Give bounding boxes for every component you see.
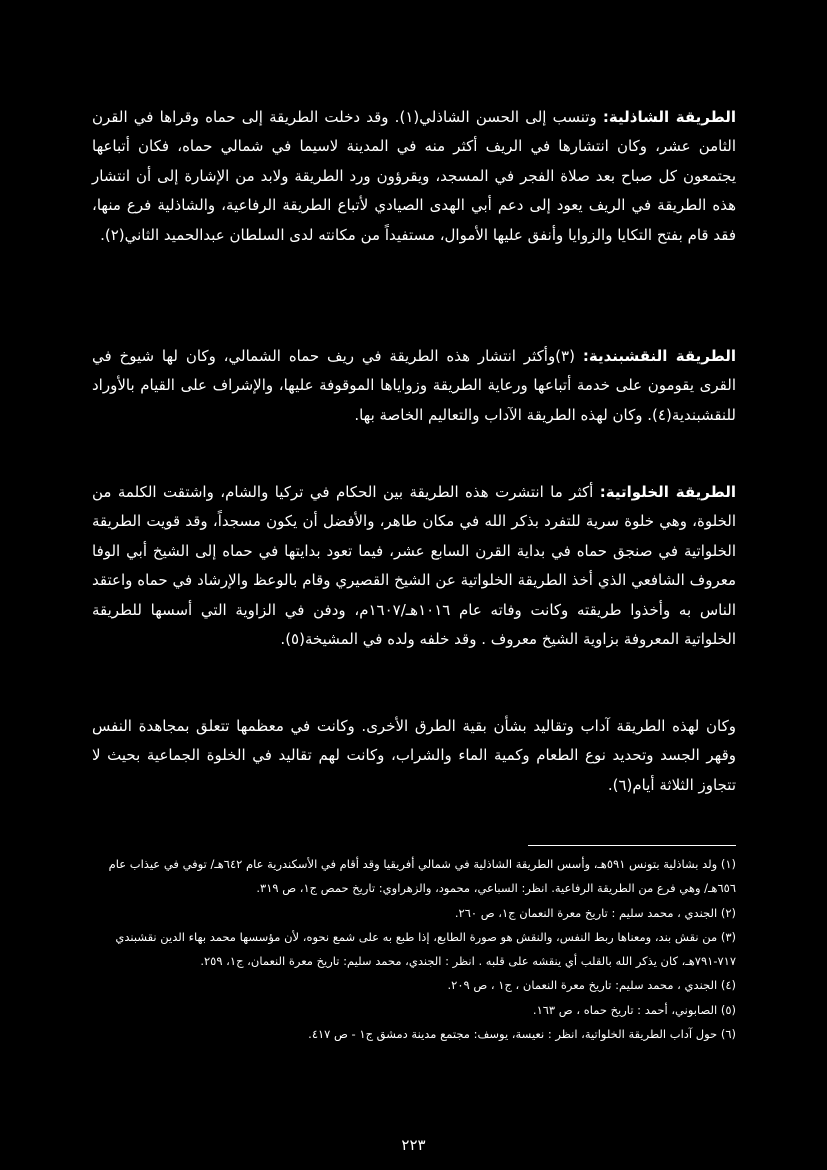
- page-number: ٢٢٣: [401, 1136, 426, 1154]
- section-heading: الطريقة النقشبندية:: [582, 347, 736, 365]
- footnote-2: (٢) الجندي ، محمد سليم : تاريخ معرة النعمان ج١، ص ٢٦٠.: [454, 905, 736, 920]
- section-shadhili: [92, 103, 736, 250]
- section-heading: الطريقة الخلواتية:: [599, 483, 736, 501]
- footnote-divider: [528, 845, 736, 846]
- footnote-4: (٤) الجندي ، محمد سليم: تاريخ معرة النعمان ، ج١ ، ص ٢٠٩.: [447, 978, 736, 993]
- closing-text: وكان لهذه الطريقة آداب وتقاليد بشأن بقية الطرق الأخرى. وكانت في معظمها تتعلق بمجاهدة النفس وقهر الجسد وتحديد نوع الطعام وكمية الماء والشراب، وكانت لهم تقاليد في الخلوة الجماعية بحيث لا تتجاوز الثلاثة أيام(٦).: [92, 717, 736, 794]
- section-body: (٣)وأكثر انتشار هذه الطريقة في ريف حماه الشمالي، وكان لها شيوخ في القرى يقومون على خدمة أتباعها ورعاية الطريقة وزواياها الموقوفة عليها، والإشراف على القيام بالأوراد للنقشبندية(٤). وكان لهذه الطريقة الآداب والتعاليم الخاصة بها.: [92, 347, 736, 424]
- section-body: أكثر ما انتشرت هذه الطريقة بين الحكام في تركيا والشام، واشتقت الكلمة من الخلوة، وهي خلوة سرية للتفرد بذكر الله في مكان طاهر، والأفضل أن يكون مسجداً، وقد قويت الطريقة الخلواتية في صنجق حماه في بداية القرن السابع عشر، فيما تعود بدايتها في حماه إلى الشيخ أبي الوفا معروف الشافعي الذي أخذ الطريقة الخلواتية عن الشيخ القصيري وقام بالوعظ والإرشاد في حماه واعتقد الناس به وأخذوا طريقته وكانت وفاته عام ١٠١٦هـ/١٦٠٧م، ودفن في الزاوية التي أسسها للطريقة الخلواتية المعروفة بزاوية الشيخ معروف . وقد خلفه ولده في المشيخة(٥).: [92, 483, 736, 649]
- section-khalwati: [92, 478, 736, 654]
- closing-paragraph: [92, 712, 736, 800]
- footnote-5: (٥) الصابوني، أحمد : تاريخ حماه ، ص ١٦٣.: [532, 1002, 736, 1017]
- footnote-3: (٣) من نقش بند، ومعناها ربط النفس، والنقش هو صورة الطابع، إذا طبع به على شمع نحوه، لأن مؤسسها محمد بهاء الدين نقشبندي ٧١٧-٧٩١هـ، كان يذكر الله بالقلب أي ينقشه على قلبه . انظر : الجندي، محمد سليم: تاريخ معرة النعمان، ج١، ٢٥٩.: [115, 929, 736, 969]
- section-naqshbandi: [92, 342, 736, 430]
- footnote-1: (١) ولد بشاذلية بتونس ٥٩١هـ، وأسس الطريقة الشاذلية في شمالي أفريقيا وقد أقام في الأسكندرية عام ٦٤٢هـ/ توفي في عيذاب عام ٦٥٦هـ/ وهي فرع من الطريقة الرفاعية. انظر: السباعي، محمود، والزهراوي: تاريخ حمص ج١، ص ٣١٩.: [108, 857, 736, 896]
- footnotes: [92, 852, 736, 1046]
- footnote-6: (٦) حول آداب الطريقة الخلواتية، انظر : نعيسة، يوسف: مجتمع مدينة دمشق ج١ - ص ٤١٧.: [308, 1027, 736, 1042]
- section-heading: الطريقة الشاذلية:: [602, 108, 736, 126]
- section-body: وتنسب إلى الحسن الشاذلي(١). وقد دخلت الطريقة إلى حماه وقراها في القرن الثامن عشر، وكان انتشارها في الريف أكثر منه في المدينة لاسيما في شمالي حماه، فكان أتباعها يجتمعون كل صباح بعد صلاة الفجر في المسجد، ويقرؤون ورد الطريقة ولابد من الإشارة إلى أن انتشار هذه الطريقة في الريف يعود إلى دعم أبي الهدى الصيادي لأتباع الطريقة الرفاعية، والشاذلية فرع منها، فقد قام بفتح التكايا والزوايا وأنفق عليها الأموال، مستفيداً من مكانته لدى السلطان عبدالحميد الثاني(٢).: [92, 108, 736, 244]
